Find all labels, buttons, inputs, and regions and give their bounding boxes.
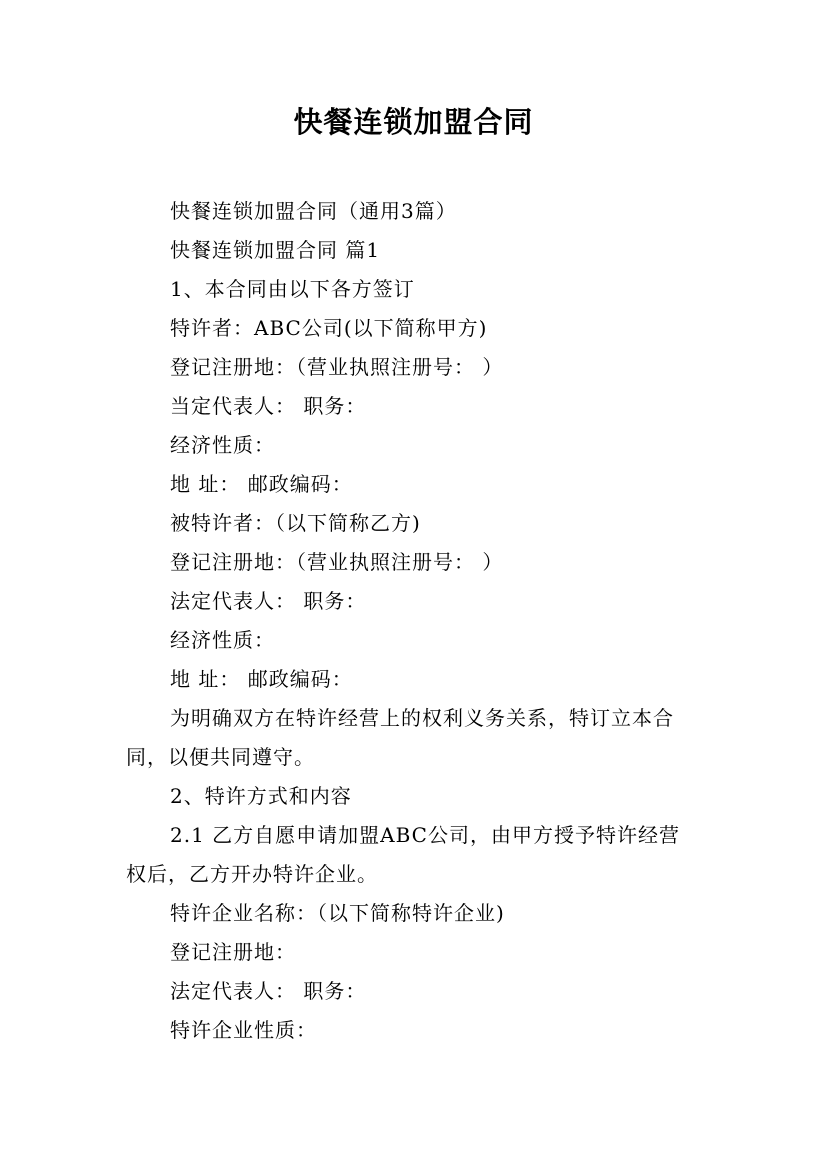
paragraph-franchisor: 特许者：ABC公司(以下简称甲方) [170,316,488,340]
paragraph-franchisee-economic-nature: 经济性质： [170,628,275,652]
paragraph-franchisee-address: 地 址： 邮政编码： [170,667,353,691]
paragraph-section1-heading: 1、本合同由以下各方签订 [170,277,415,301]
paragraph-clause-2-1 [126,816,706,894]
paragraph-part-heading: 快餐连锁加盟合同 篇1 [170,238,381,262]
paragraph-franchisor-representative: 当定代表人： 职务： [170,394,367,418]
paragraph-purpose [126,699,706,777]
paragraph-franchise-enterprise-representative: 法定代表人： 职务： [170,979,367,1003]
paragraph-section2-heading: 2、特许方式和内容 [170,784,352,808]
paragraph-clause-2-1-line2: 权后，乙方开办特许企业。 [126,862,378,886]
paragraph-franchisee: 被特许者：（以下简称乙方) [170,511,421,535]
paragraph-franchise-enterprise-nature: 特许企业性质： [170,1018,317,1042]
document-title: 快餐连锁加盟合同 [293,105,534,139]
paragraph-franchise-enterprise-name: 特许企业名称：（以下简称特许企业) [170,901,505,925]
paragraph-franchise-enterprise-registration: 登记注册地： [170,940,296,964]
document-body [126,192,706,1050]
paragraph-franchisor-economic-nature: 经济性质： [170,433,275,457]
paragraph-franchisee-representative: 法定代表人： 职务： [170,589,367,613]
paragraph-purpose-line1: 为明确双方在特许经营上的权利义务关系，特订立本合 [170,706,674,730]
paragraph-franchisee-registration: 登记注册地：（营业执照注册号： ） [170,550,504,574]
paragraph-clause-2-1-line1: 2.1 乙方自愿申请加盟ABC公司，由甲方授予特许经营 [170,823,680,847]
paragraph-purpose-line2: 同，以便共同遵守。 [126,745,315,769]
paragraph-subtitle: 快餐连锁加盟合同（通用3篇） [170,199,457,223]
paragraph-franchisor-address: 地 址： 邮政编码： [170,472,353,496]
paragraph-franchisor-registration: 登记注册地：（营业执照注册号： ） [170,355,504,379]
